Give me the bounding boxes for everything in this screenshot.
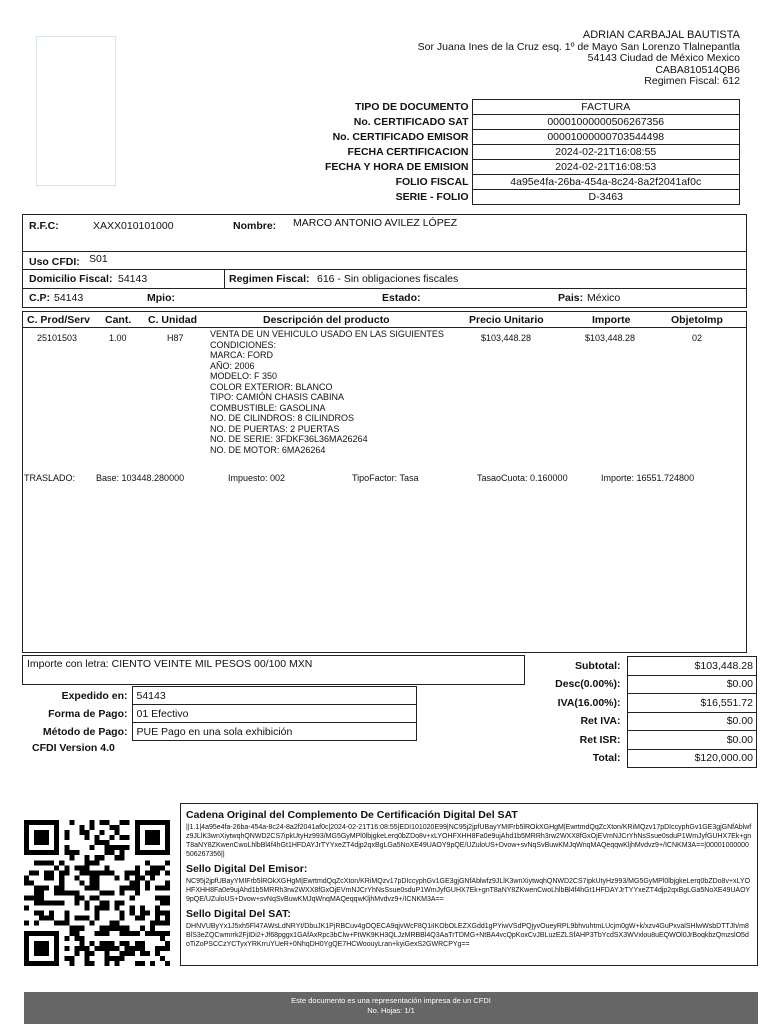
cadena-text: ||1.1|4a95e4fa-26ba-454a-8c24-8a2f2041af0c|2024-02-21T16:08:55|EDI101020E99|NC95j2jpfUBayYMIFrb5lROkXGHgM|EwrtmdQqZcXton/KRiMQzv17pDIccyphGv1GE3gjGNfAblwfz9JLlK3wnXiytwqhQNWD2CS7ipkUtyHz993/MG5GyMPl0lbjgkeLerq0bZDo8v+xLYOHFXHH8Fa0e9ujAhd1b5MRRh3rw2WXX8fGxOjEVmNJCrYhNsSsue0sduP1WmJyfGUHX7Ek+gnT8aNY8ZKwenCwoLhlbBl4f4hGt1HFDAYJrTYYxeZT4djp2qxBgLGa5NoXE49UAOY9pQE/UZuloUS+Dvow+svNqSvBuwKMJqWnqMAQeqqwKljhMvdvz9+/ICNKM3A==|00001000000506267356|| bbox=[186, 824, 752, 858]
issuer-address-1: Sor Juana Ines de la Cruz esq. 1º de Mayo San Lorenzo Tlalnepantla bbox=[417, 40, 740, 53]
payment-value: 01 Efectivo bbox=[132, 705, 417, 723]
uso-value: S01 bbox=[89, 253, 108, 265]
header-row bbox=[320, 160, 740, 175]
traslado-tasa: TasaoCuota: 0.160000 bbox=[477, 473, 568, 483]
header-row bbox=[320, 100, 740, 115]
table-row bbox=[27, 328, 747, 466]
totals-value: $120,000.00 bbox=[627, 749, 757, 768]
header-value: 4a95e4fa-26ba-454a-8c24-8a2f2041af0c bbox=[472, 175, 740, 190]
uso-label: Uso CFDI: bbox=[29, 256, 80, 268]
header-label: TIPO DE DOCUMENTO bbox=[354, 101, 469, 113]
uso-cfdi-row bbox=[22, 252, 747, 270]
amount-in-words: Importe con letra: CIENTO VEINTE MIL PESOS 00/100 MXN bbox=[22, 655, 525, 685]
pais-value: México bbox=[587, 292, 621, 304]
emisor-seal-title: Sello Digital Del Emisor: bbox=[186, 863, 308, 875]
header-label: FECHA Y HORA DE EMISION bbox=[324, 161, 469, 173]
rfc-value: XAXX010101000 bbox=[93, 220, 174, 232]
totals-label: Subtotal: bbox=[575, 659, 621, 672]
traslado-impuesto: Impuesto: 002 bbox=[228, 473, 286, 483]
item-cant: 1.00 bbox=[109, 333, 127, 343]
header-label: SERIE - FOLIO bbox=[395, 191, 469, 203]
header-value: 00001000000703544498 bbox=[472, 130, 740, 145]
traslado-label: TRASLADO: bbox=[24, 473, 76, 483]
item-description bbox=[210, 329, 460, 455]
items-body bbox=[22, 328, 747, 653]
desc-line: COLOR EXTERIOR: BLANCO bbox=[210, 381, 333, 392]
totals-row bbox=[520, 657, 757, 676]
header-row bbox=[320, 115, 740, 130]
desc-line: NO. DE CILINDROS: 8 CILINDROS bbox=[210, 413, 355, 423]
estado-label: Estado: bbox=[382, 292, 421, 304]
header-label: FECHA CERTIFICACION bbox=[347, 146, 469, 158]
desc-line: NO. DE PUERTAS: 2 PUERTAS bbox=[210, 423, 340, 434]
desc-line: CONDICIONES: bbox=[210, 339, 277, 350]
emisor-seal-text: NC95j2jpfUBayYMIFrb5lROkXGHgM|EwrtmdQqZcXton/KRiMQzv17pDIccyphGv1GE3gjGNfAblwfz9JLlK3wnXiytwqhQNWD2CS7ipkUtyHz993/MG5GyMPl0lbjgkeLerq0bZDo8v+xLYOHFXHH8Fa0e9ujAhd1b5MRRh3rw2WXX8fGxOjEVmNJCrYhNsSsue0sduP1WmJyfGUHX7Ek+gnT8aNY8ZKwenCwoLhlbBl4f4hGt1HFDAYJrTYYxeZT4djp2qxBgLGa5NoXE49UAOY9pQE/UZuloUS+Dvow+svNqSvBuwKMJqWnqMAQeqqwKljhMvdvz9+/ICNKM3A== bbox=[186, 878, 751, 903]
totals-value: $0.00 bbox=[627, 731, 757, 750]
totals-label: Ret IVA: bbox=[580, 715, 621, 728]
item-unidad: H87 bbox=[167, 333, 184, 343]
pais-label: Pais: bbox=[558, 292, 584, 304]
desc-line: NO. DE MOTOR: 6MA26264 bbox=[210, 444, 326, 455]
item-objeto: 02 bbox=[692, 333, 703, 343]
totals-row bbox=[520, 694, 757, 713]
regimen-label: Regimen Fiscal: bbox=[229, 273, 310, 285]
issuer-block bbox=[418, 30, 740, 88]
cadena-title: Cadena Original del Complemento De Certificación Digital Del SAT bbox=[186, 809, 518, 821]
domicilio-label: Domicilio Fiscal: bbox=[29, 273, 113, 285]
header-label: FOLIO FISCAL bbox=[395, 176, 469, 188]
qr-code-icon bbox=[24, 820, 170, 966]
desc-line: COMBUSTIBLE: GASOLINA bbox=[210, 402, 326, 413]
footer-line-2: No. Hojas: 1/1 bbox=[367, 1006, 415, 1015]
logo-placeholder bbox=[36, 36, 116, 186]
header-value: D-3463 bbox=[472, 190, 740, 205]
payment-value: 54143 bbox=[132, 687, 417, 705]
rfc-label: R.F.C: bbox=[29, 220, 59, 232]
totals-value: $103,448.28 bbox=[627, 657, 757, 676]
document-header-table bbox=[320, 99, 740, 205]
totals-label: Ret ISR: bbox=[579, 733, 621, 746]
header-label: No. CERTIFICADO SAT bbox=[353, 116, 469, 128]
issuer-name: ADRIAN CARBAJAL BAUTISTA bbox=[582, 29, 740, 41]
header-label: No. CERTIFICADO EMISOR bbox=[332, 131, 469, 143]
payment-label: Forma de Pago: bbox=[48, 707, 128, 720]
cp-label: C.P: bbox=[29, 292, 50, 304]
sat-seal-title: Sello Digital Del SAT: bbox=[186, 908, 291, 920]
mpio-label: Mpio: bbox=[147, 292, 175, 304]
sat-certification-box bbox=[180, 803, 758, 966]
totals-label: IVA(16.00%): bbox=[557, 696, 621, 709]
totals-value: $0.00 bbox=[627, 675, 757, 694]
payment-table bbox=[22, 686, 417, 741]
payment-row bbox=[22, 705, 417, 723]
sat-seal-text: DHNVUByYx1J5xh5Fl47AWsLdNRYt/DbuJK1PjRBCuv4gOQECA9qjvWcF8Q1iIKObOLEZXGdd1gPYiwVSdPQjyvOueyRPL9bhvuhtmLUcjm0gW+k/xzv4GuPxvalSHlwWsbDTTJh/m8BlS3eZQCwmrrk2FjIDi2+Jf68pggx1GAfAxRpc3bClw+FtWK9KH3QLJzMRBBl4Q3AaTrTDMG+NtBA4vcQpKoxCvJBLuzEZLSfAHP3TbYcdSX3WVxlou8uEQWOl0JrBoqkbzQmzslO5doTiZoPSCCzYCTyxYRKrruYUeR+0NhqDH0YgQE7HCWoouyLran+kyiGexS2GWRCPYg== bbox=[186, 923, 749, 948]
col-unidad-header: C. Unidad bbox=[148, 314, 197, 326]
header-row bbox=[320, 190, 740, 205]
page-footer bbox=[24, 992, 758, 1024]
traslado-base: Base: 103448.280000 bbox=[96, 473, 185, 483]
desc-line: MARCA: FORD bbox=[210, 350, 273, 360]
payment-row bbox=[22, 723, 417, 741]
header-row bbox=[320, 175, 740, 190]
col-objeto-header: ObjetoImp bbox=[671, 314, 723, 326]
footer-line-1: Este documento es una representación impresa de un CFDI bbox=[291, 996, 491, 1005]
name-label: Nombre: bbox=[233, 220, 277, 232]
payment-label: Método de Pago: bbox=[42, 725, 128, 738]
header-value: 2024-02-21T16:08:53 bbox=[472, 160, 740, 175]
desc-line: NO. DE SERIE: 3FDKF36L36MA26264 bbox=[210, 434, 368, 444]
col-importe-header: Importe bbox=[592, 314, 631, 326]
totals-label: Total: bbox=[592, 752, 621, 765]
issuer-address-2: 54143 Ciudad de México Mexico bbox=[587, 52, 740, 64]
desc-line: VENTA DE UN VEHICULO USADO EN LAS SIGUIENTES bbox=[210, 329, 444, 339]
item-importe: $103,448.28 bbox=[585, 333, 636, 343]
cp-value: 54143 bbox=[54, 292, 84, 304]
col-prod-header: C. Prod/Serv bbox=[27, 314, 91, 326]
receiver-box bbox=[22, 214, 747, 252]
domicilio-value: 54143 bbox=[118, 273, 148, 285]
totals-row bbox=[520, 675, 757, 694]
col-precio-header: Precio Unitario bbox=[469, 314, 544, 326]
totals-label: Desc(0.00%): bbox=[555, 678, 621, 691]
issuer-rfc: CABA810514QB6 bbox=[655, 63, 740, 76]
traslado-importe: Importe: 16551.724800 bbox=[601, 473, 695, 483]
regimen-value: 616 - Sin obligaciones fiscales bbox=[317, 273, 459, 285]
domicilio-row bbox=[22, 270, 747, 289]
payment-label: Expedido en: bbox=[61, 689, 128, 702]
desc-line: TIPO: CAMIÓN CHASIS CABINA bbox=[210, 392, 345, 402]
issuer-regime: Regimen Fiscal: 612 bbox=[644, 75, 740, 87]
traslado-row bbox=[23, 473, 743, 485]
header-value: 2024-02-21T16:08:55 bbox=[472, 145, 740, 160]
col-desc-header: Descripción del producto bbox=[263, 314, 390, 326]
location-row bbox=[22, 289, 747, 308]
item-prod: 25101503 bbox=[37, 333, 78, 343]
totals-row bbox=[520, 749, 757, 768]
item-precio: $103,448.28 bbox=[481, 333, 532, 343]
payment-row bbox=[22, 687, 417, 705]
totals-table bbox=[520, 656, 757, 768]
desc-line: AÑO: 2006 bbox=[210, 360, 255, 371]
col-cant-header: Cant. bbox=[105, 314, 132, 326]
totals-value: $16,551.72 bbox=[627, 694, 757, 713]
header-value: FACTURA bbox=[472, 100, 740, 115]
items-header bbox=[22, 311, 747, 328]
header-row bbox=[320, 130, 740, 145]
name-value: MARCO ANTONIO AVILEZ LÓPEZ bbox=[293, 217, 458, 229]
cfdi-version: CFDI Version 4.0 bbox=[32, 742, 115, 754]
totals-row bbox=[520, 731, 757, 750]
totals-value: $0.00 bbox=[627, 712, 757, 731]
divider bbox=[224, 270, 225, 288]
header-value: 00001000000506267356 bbox=[472, 115, 740, 130]
header-row bbox=[320, 145, 740, 160]
totals-row bbox=[520, 712, 757, 731]
traslado-tipo-factor: TipoFactor: Tasa bbox=[352, 473, 419, 483]
payment-value: PUE Pago en una sola exhibición bbox=[132, 723, 417, 741]
desc-line: MODELO: F 350 bbox=[210, 371, 278, 381]
